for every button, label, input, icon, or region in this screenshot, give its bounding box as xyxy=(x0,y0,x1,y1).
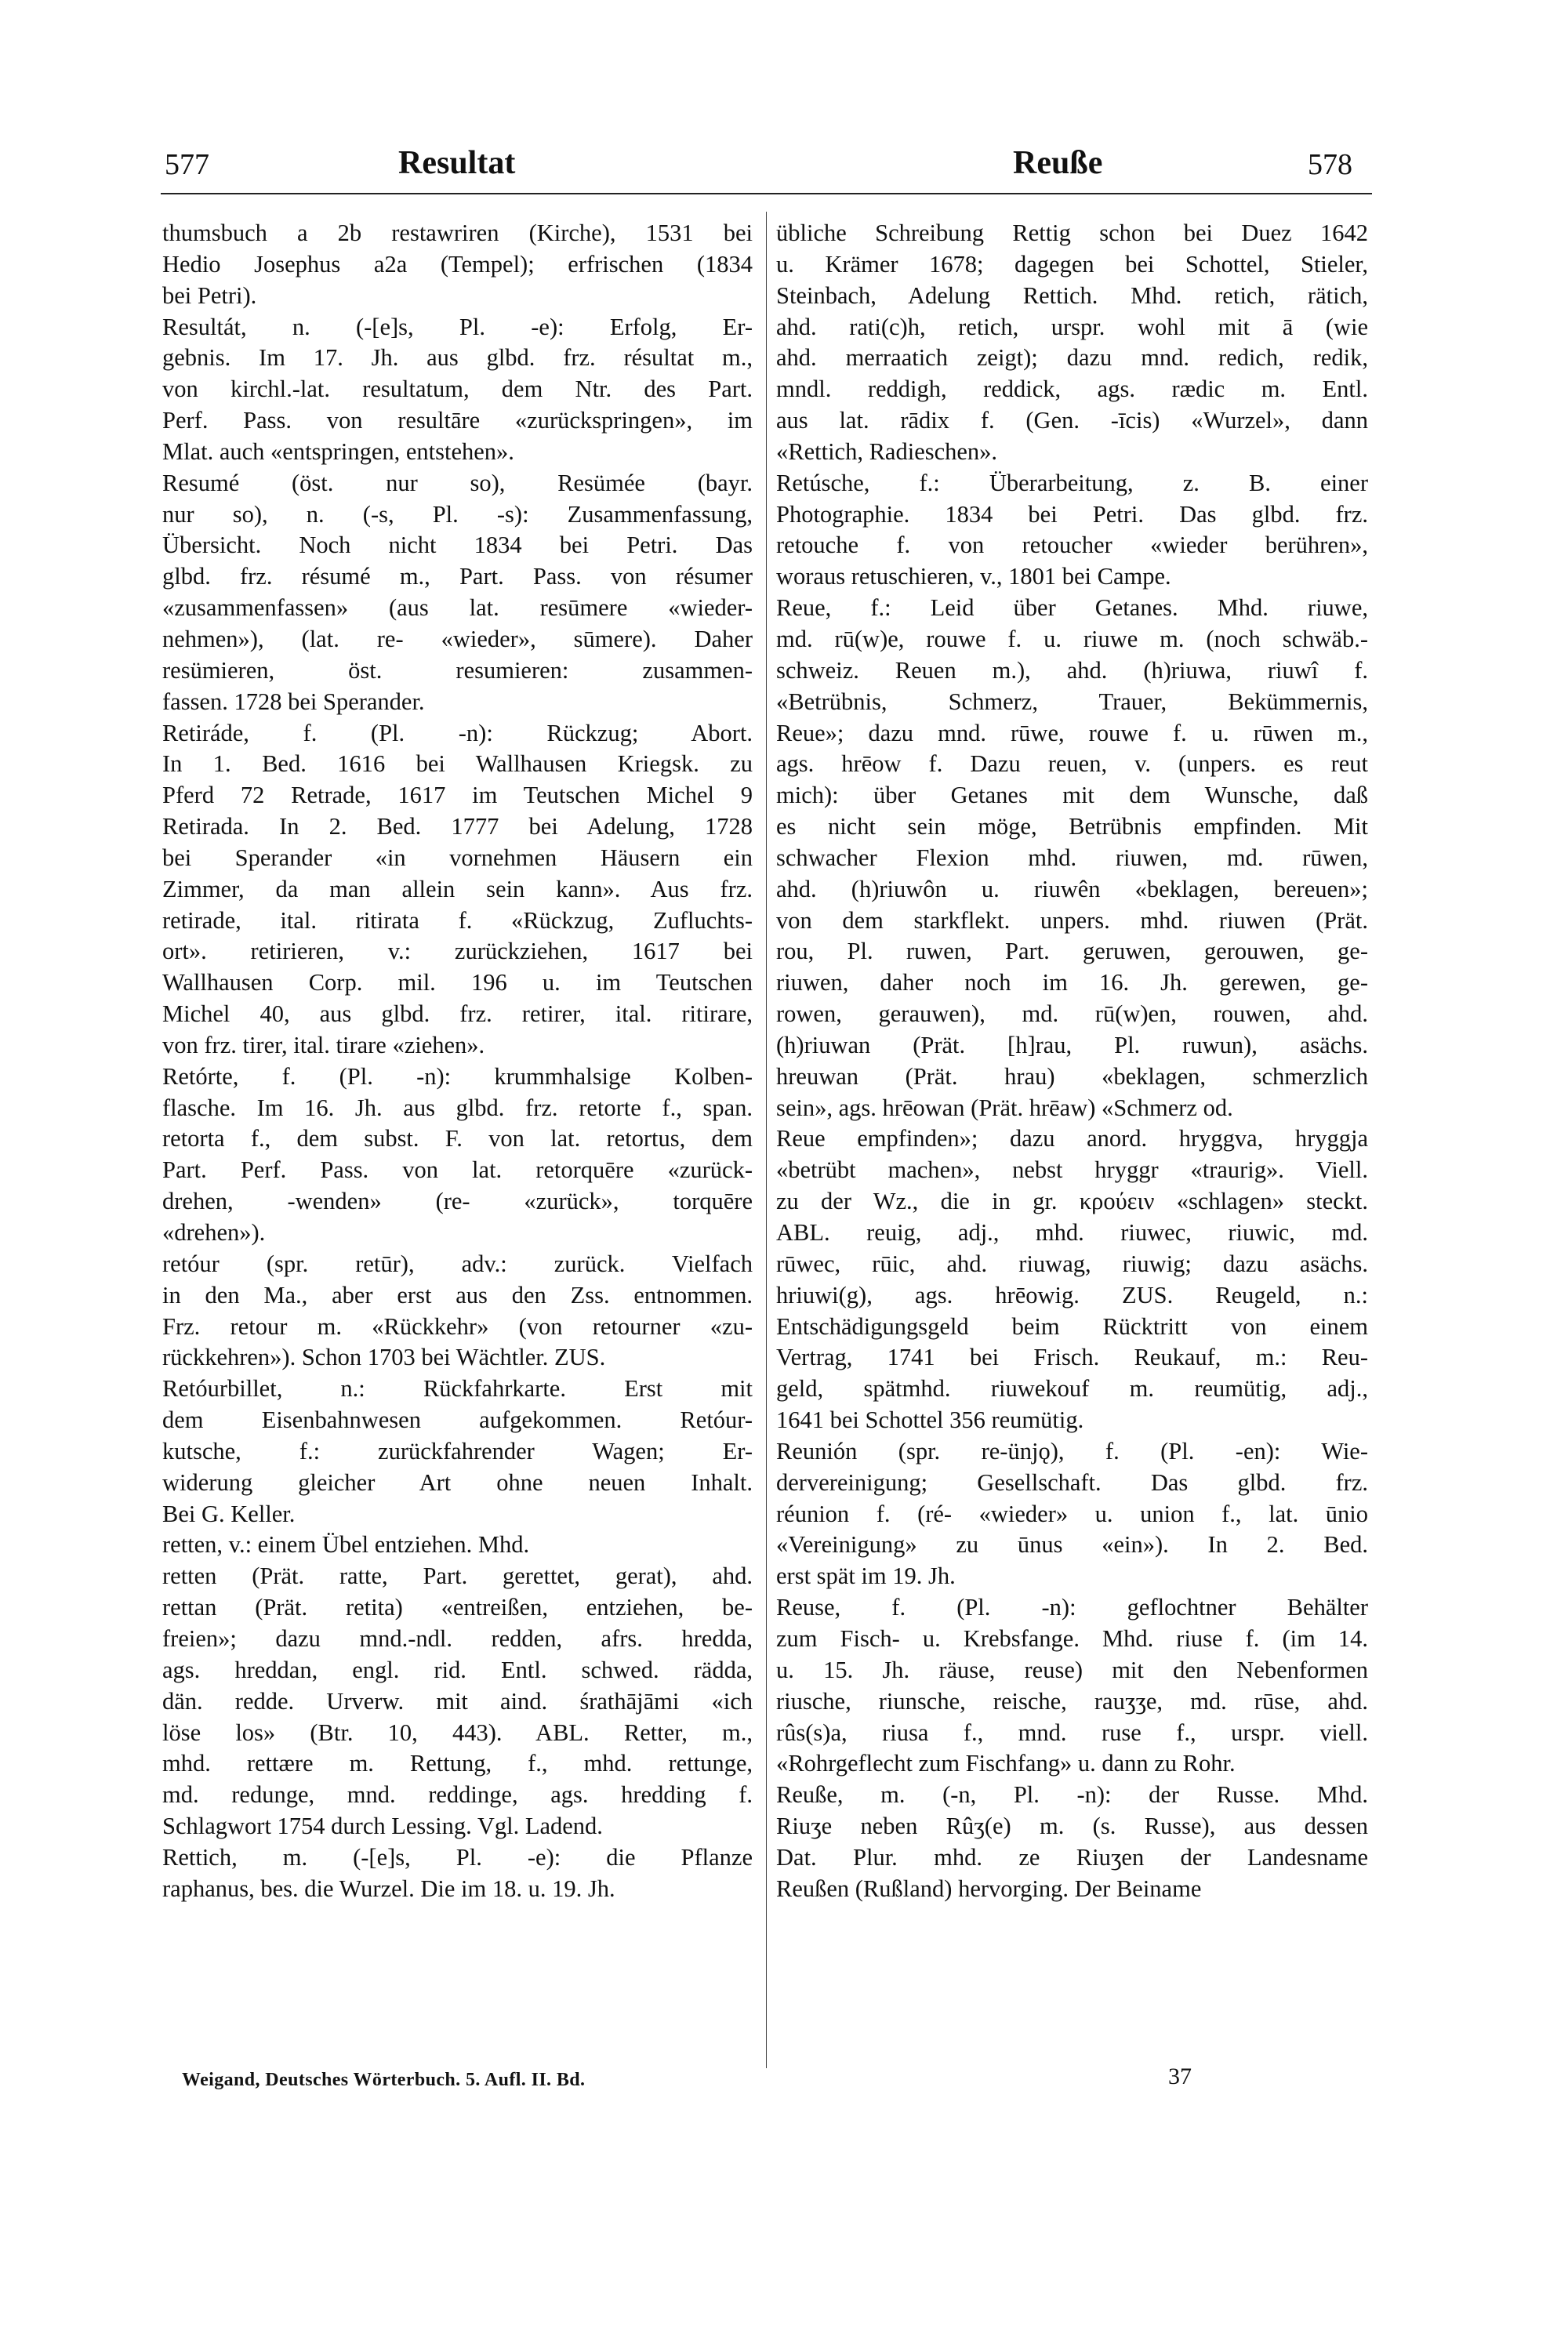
text-line: mhd. rettære m. Rettung, f., mhd. rettunge, xyxy=(162,1750,753,1777)
text-line: ABL. reuig, adj., mhd. riuwec, riuwic, md. xyxy=(776,1219,1368,1246)
text-line: nur so), n. (-s, Pl. -s): Zusammenfassung, xyxy=(162,500,753,528)
text-line: Reue»; dazu mnd. rūwe, rouwe f. u. rūwen m., xyxy=(776,719,1368,746)
text-line: retten (Prät. ratte, Part. gerettet, gerat), ahd. xyxy=(162,1563,753,1590)
text-line: retóur (spr. retūr), adv.: zurück. Vielfach xyxy=(162,1250,753,1277)
text-line: fassen. 1728 bei Sperander. xyxy=(162,688,425,715)
text-line: freien»; dazu mnd.-ndl. redden, afrs. hredda, xyxy=(162,1624,753,1652)
text-line: woraus retuschieren, v., 1801 bei Campe. xyxy=(776,563,1171,590)
text-line: Michel 40, aus glbd. frz. retirer, ital. ritirare, xyxy=(162,1000,753,1028)
text-line: retirade, ital. ritirata f. «Rückzug, Zufluchts- xyxy=(162,906,753,934)
text-line: (h)riuwan (Prät. [h]rau, Pl. ruwun), asächs. xyxy=(776,1031,1368,1058)
text-line: dervereinigung; Gesellschaft. Das glbd. frz. xyxy=(776,1468,1368,1496)
text-line: thumsbuch a 2b restawriren (Kirche), 1531 bei xyxy=(162,220,753,246)
text-line: Reue empfinden»; dazu anord. hryggva, hryggja xyxy=(776,1125,1368,1152)
text-line: Schlagwort 1754 durch Lessing. Vgl. Ladend. xyxy=(162,1813,603,1840)
text-line: md. redunge, mnd. reddinge, ags. hredding f. xyxy=(162,1781,753,1809)
text-line: «Rohrgeflecht zum Fischfang» u. dann zu Rohr. xyxy=(776,1750,1236,1777)
text-line: Bei G. Keller. xyxy=(162,1500,296,1527)
text-line: dem Eisenbahnwesen aufgekommen. Retóur- xyxy=(162,1406,753,1434)
text-line: In 1. Bed. 1616 bei Wallhausen Kriegsk. zu xyxy=(162,750,753,778)
text-line: drehen, -wenden» (re- «zurück», torquēre xyxy=(162,1188,753,1215)
text-line: Reue, f.: Leid über Getanes. Mhd. riuwe, xyxy=(776,594,1368,622)
text-line: widerung gleicher Art ohne neuen Inhalt. xyxy=(162,1468,753,1496)
text-line: Riuʒe neben Rûʒ(e) m. (s. Russe), aus dessen xyxy=(776,1813,1368,1840)
text-line: Resumé (öst. nur so), Resümée (bayr. xyxy=(162,469,753,496)
text-line: flasche. Im 16. Jh. aus glbd. frz. retorte f., span. xyxy=(162,1094,753,1121)
text-line: ahd. rati(c)h, retich, urspr. wohl mit ā (wie xyxy=(776,313,1368,340)
text-line: zu der Wz., die in gr. κρούειν «schlagen» steckt. xyxy=(776,1188,1368,1215)
text-line: ags. hreddan, engl. rid. Entl. schwed. rädda, xyxy=(162,1656,753,1683)
text-line: Mlat. auch «entspringen, entstehen». xyxy=(162,437,514,465)
text-line: u. Krämer 1678; dagegen bei Schottel, Stieler, xyxy=(776,250,1368,278)
text-line: Reuse, f. (Pl. -n): geflochtner Behälter xyxy=(776,1594,1368,1621)
text-line: rowen, gerauwen), md. rū(w)en, rouwen, ahd. xyxy=(776,1000,1368,1028)
text-line: «drehen»). xyxy=(162,1219,266,1246)
text-line: hriuwi(g), ags. hrēowig. ZUS. Reugeld, n.: xyxy=(776,1281,1368,1308)
text-line: retouche f. von retoucher «wieder berühren», xyxy=(776,532,1368,559)
text-line: rückkehren»). Schon 1703 bei Wächtler. ZUS. xyxy=(162,1344,606,1371)
text-line: Vertrag, 1741 bei Frisch. Reukauf, m.: Reu- xyxy=(776,1344,1368,1371)
text-line: Entschädigungsgeld beim Rücktritt von einem xyxy=(776,1312,1368,1340)
text-line: Wallhausen Corp. mil. 196 u. im Teutschen xyxy=(162,969,753,996)
text-line: «zusammenfassen» (aus lat. resūmere «wieder- xyxy=(162,594,753,622)
text-line: ahd. merraatich zeigt); dazu mnd. redich, redik, xyxy=(776,344,1368,372)
left-running-headword: Resultat xyxy=(398,145,516,181)
right-page-number: 578 xyxy=(1308,148,1352,181)
text-line: von frz. tirer, ital. tirare «ziehen». xyxy=(162,1031,485,1058)
text-line: Rettich, m. (-[e]s, Pl. -e): die Pflanze xyxy=(162,1843,753,1871)
text-line: schwacher Flexion mhd. riuwen, md. rūwen, xyxy=(776,844,1368,871)
text-line: schweiz. Reuen m.), ahd. (h)riuwa, riuwî f. xyxy=(776,656,1368,684)
text-line: retorta f., dem subst. F. von lat. retortus, dem xyxy=(162,1125,753,1152)
text-line: resümieren, öst. resumieren: zusammen- xyxy=(162,656,753,684)
left-column xyxy=(162,218,753,1905)
text-line: in den Ma., aber erst aus den Zss. entnommen. xyxy=(162,1281,753,1308)
text-line: bei Sperander «in vornehmen Häusern ein xyxy=(162,844,753,871)
text-line: ahd. (h)riuwôn u. riuwên «beklagen, bereuen»; xyxy=(776,875,1368,902)
text-line: «betrübt machen», nebst hryggr «traurig». Viell. xyxy=(776,1156,1368,1184)
text-line: rūwec, rūic, ahd. riuwag, riuwig; dazu asächs. xyxy=(776,1250,1368,1277)
footer-imprint: Weigand, Deutsches Wörterbuch. 5. Aufl. II. Bd. xyxy=(182,2070,586,2090)
text-line: dän. redde. Urverw. mit aind. śrathājāmi «ich xyxy=(162,1687,753,1715)
text-line: sein», ags. hrēowan (Prät. hrēaw) «Schmerz od. xyxy=(776,1094,1233,1121)
text-line: «Rettich, Radieschen». xyxy=(776,437,998,465)
text-line: erst spät im 19. Jh. xyxy=(776,1563,956,1590)
text-line: glbd. frz. résumé m., Part. Pass. von résumer xyxy=(162,563,753,590)
text-line: mndl. reddigh, reddick, ags. rædic m. Entl. xyxy=(776,376,1368,403)
text-line: rûs(s)a, riusa f., mnd. ruse f., urspr. viell. xyxy=(776,1719,1368,1746)
text-line: Perf. Pass. von resultāre «zurückspringen», im xyxy=(162,407,753,434)
text-line: von dem starkflekt. unpers. mhd. riuwen (Prät. xyxy=(776,906,1368,934)
text-line: «Betrübnis, Schmerz, Trauer, Bekümmernis, xyxy=(776,688,1368,715)
text-line: ags. hrēow f. Dazu reuen, v. (unpers. es reut xyxy=(776,750,1368,778)
text-line: aus lat. rādix f. (Gen. -īcis) «Wurzel», dann xyxy=(776,407,1368,434)
right-running-headword: Reuße xyxy=(1013,145,1103,181)
text-line: Part. Perf. Pass. von lat. retorquēre «zurück- xyxy=(162,1156,753,1184)
text-line: Retúsche, f.: Überarbeitung, z. B. einer xyxy=(776,469,1368,496)
text-line: ort». retirieren, v.: zurückziehen, 1617 bei xyxy=(162,938,753,965)
text-line: retten, v.: einem Übel entziehen. Mhd. xyxy=(162,1531,530,1559)
header-rule xyxy=(161,193,1372,194)
text-line: Reuße, m. (-n, Pl. -n): der Russe. Mhd. xyxy=(776,1781,1368,1809)
text-line: Frz. retour m. «Rückkehr» (von retourner «zu- xyxy=(162,1312,753,1340)
text-line: Retóurbillet, n.: Rückfahrkarte. Erst mit xyxy=(162,1375,753,1403)
text-line: Retórte, f. (Pl. -n): krummhalsige Kolben- xyxy=(162,1062,753,1090)
text-line: zum Fisch- u. Krebsfange. Mhd. riuse f. (im 14. xyxy=(776,1624,1368,1652)
text-line: réunion f. (ré- «wieder» u. union f., lat. ūnio xyxy=(776,1500,1368,1527)
text-line: Pferd 72 Retrade, 1617 im Teutschen Michel 9 xyxy=(162,782,753,809)
text-line: riusche, riunsche, reische, rauʒʒe, md. rūse, ahd. xyxy=(776,1687,1368,1715)
text-line: gebnis. Im 17. Jh. aus glbd. frz. résultat m., xyxy=(162,344,753,372)
text-line: «Vereinigung» zu ūnus «ein»). In 2. Bed. xyxy=(776,1531,1368,1559)
text-line: rettan (Prät. retita) «entreißen, entziehen, be- xyxy=(162,1594,753,1621)
text-line: Retirada. In 2. Bed. 1777 bei Adelung, 1728 xyxy=(162,813,753,840)
right-column xyxy=(776,218,1368,1905)
text-line: löse los» (Btr. 10, 443). ABL. Retter, m., xyxy=(162,1719,753,1746)
text-line: md. rū(w)e, rouwe f. u. riuwe m. (noch schwäb.- xyxy=(776,625,1368,652)
signature-mark: 37 xyxy=(1168,2063,1192,2089)
text-line: übliche Schreibung Rettig schon bei Duez 1642 xyxy=(776,220,1368,246)
text-line: Retiráde, f. (Pl. -n): Rückzug; Abort. xyxy=(162,719,753,746)
text-line: riuwen, daher noch im 16. Jh. gerewen, ge- xyxy=(776,969,1368,996)
text-line: rou, Pl. ruwen, Part. geruwen, gerouwen, ge- xyxy=(776,938,1368,965)
column-divider xyxy=(766,212,767,2068)
text-line: Photographie. 1834 bei Petri. Das glbd. frz. xyxy=(776,500,1368,528)
text-line: Resultát, n. (-[e]s, Pl. -e): Erfolg, Er- xyxy=(162,313,753,340)
text-line: bei Petri). xyxy=(162,281,257,309)
text-line: es nicht sein möge, Betrübnis empfinden. Mit xyxy=(776,813,1368,840)
text-line: Reußen (Rußland) hervorging. Der Beiname xyxy=(776,1875,1202,1902)
text-line: Steinbach, Adelung Rettich. Mhd. retich, rätich, xyxy=(776,281,1368,309)
text-line: kutsche, f.: zurückfahrender Wagen; Er- xyxy=(162,1437,753,1465)
left-page-number: 577 xyxy=(165,148,209,181)
text-line: Hedio Josephus a2a (Tempel); erfrischen (1834 xyxy=(162,250,753,278)
text-line: raphanus, bes. die Wurzel. Die im 18. u. 19. Jh. xyxy=(162,1875,615,1902)
text-line: von kirchl.-lat. resultatum, dem Ntr. des Part. xyxy=(162,376,753,403)
text-line: geld, spätmhd. riuwekouf m. reumütig, adj., xyxy=(776,1375,1368,1403)
text-line: u. 15. Jh. räuse, reuse) mit den Nebenformen xyxy=(776,1656,1368,1683)
text-line: Reunión (spr. re-ünjǫ), f. (Pl. -en): Wie- xyxy=(776,1437,1368,1465)
text-line: Dat. Plur. mhd. ze Riuʒen der Landesname xyxy=(776,1843,1368,1871)
text-line: Zimmer, da man allein sein kann». Aus frz. xyxy=(162,875,753,902)
text-line: Übersicht. Noch nicht 1834 bei Petri. Das xyxy=(162,532,753,559)
text-line: 1641 bei Schottel 356 reumütig. xyxy=(776,1406,1084,1434)
text-line: hreuwan (Prät. hrau) «beklagen, schmerzlich xyxy=(776,1062,1368,1090)
text-line: mich): über Getanes mit dem Wunsche, daß xyxy=(776,782,1368,809)
text-line: nehmen»), (lat. re- «wieder», sūmere). Daher xyxy=(162,625,753,652)
